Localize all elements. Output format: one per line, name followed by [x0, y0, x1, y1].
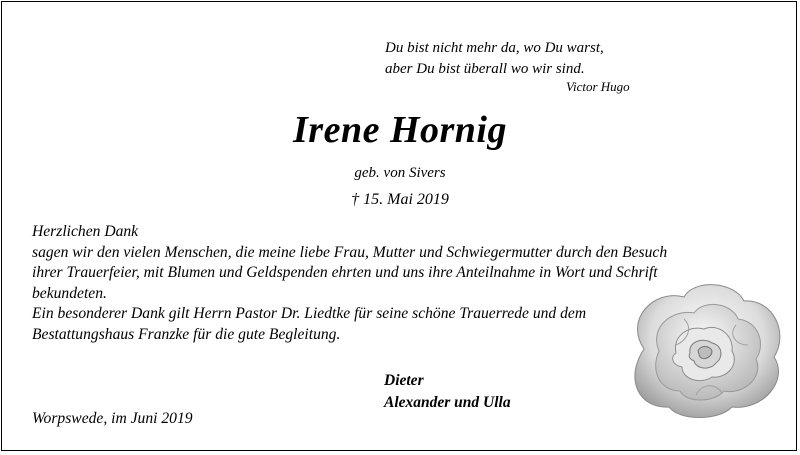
text-line: Herzlichen Dank	[32, 223, 139, 240]
text-line: ihrer Trauerfeier, mit Blumen und Geldspenden ehrten und uns ihre Anteilnahme in Wort und Schrift	[32, 264, 658, 281]
text-line: bekundeten.	[32, 284, 107, 302]
place-date: Worpswede, im Juni 2019	[32, 410, 193, 427]
signers	[384, 370, 511, 414]
text-line: Bestattungshaus Franzke für die gute Begleitung.	[32, 325, 341, 343]
deceased-name: Irene Hornig	[293, 109, 507, 151]
quote	[385, 38, 604, 80]
text-line: sagen wir den vielen Menschen, die meine liebe Frau, Mutter und Schwiegermutter durch den Besuch	[32, 243, 668, 261]
quote-author: Victor Hugo	[566, 79, 630, 94]
maiden-name: geb. von Sivers	[354, 165, 446, 181]
text-line: Ein besonderer Dank gilt Herrn Pastor Dr. Liedtke für seine schöne Trauerrede und dem	[32, 305, 587, 322]
obituary-card	[1, 1, 797, 451]
death-date: † 15. Mai 2019	[351, 191, 449, 208]
signer: Alexander und Ulla	[384, 394, 511, 411]
rose-icon	[624, 279, 784, 419]
quote-line-2: aber Du bist überall wo wir sind.	[385, 61, 585, 77]
quote-line-1: Du bist nicht mehr da, wo Du warst,	[385, 40, 604, 56]
signer: Dieter	[384, 372, 424, 389]
